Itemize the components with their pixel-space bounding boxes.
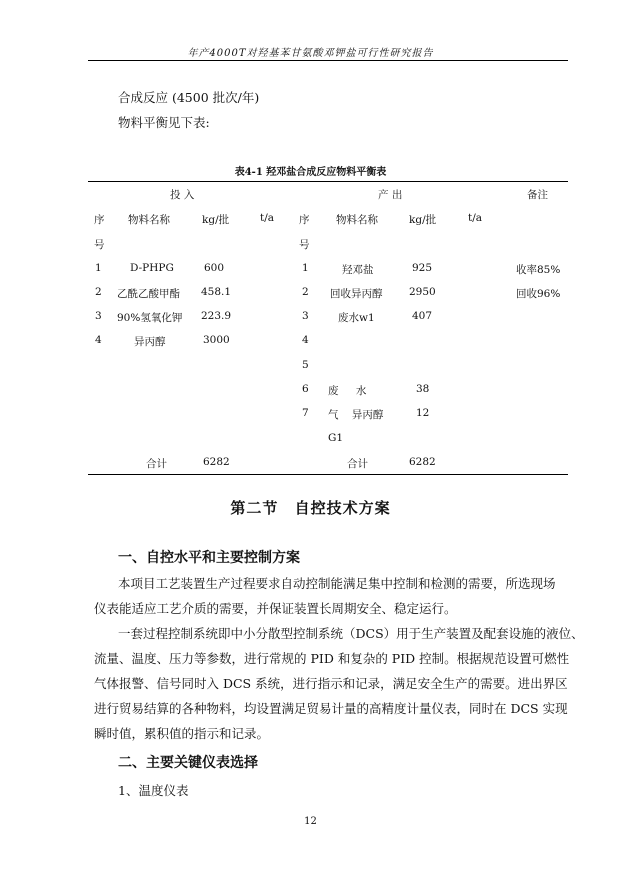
- header-ta: t/a: [260, 212, 275, 224]
- row-remark: 收率85%: [516, 264, 561, 276]
- row-remark: 回收96%: [516, 288, 561, 300]
- row-out-name: 气 异丙醇: [328, 409, 384, 421]
- list-item-temperature: 1、温度仪表: [118, 783, 189, 798]
- row-out-no: 2: [302, 286, 309, 298]
- row-in-kg: 600: [204, 262, 225, 274]
- row-out-name: 回收异丙醇: [330, 288, 383, 300]
- row-out-kg: 407: [412, 310, 433, 322]
- header-name: 物料名称: [128, 214, 170, 226]
- page-number: 12: [304, 816, 317, 827]
- header-seq-2: 号: [94, 239, 105, 251]
- table-bottom-rule: [88, 474, 568, 475]
- header-out-kg: kg/批: [409, 214, 437, 226]
- header-output-group: 产 出: [378, 189, 403, 201]
- paragraph-1-line-1: 本项目工艺装置生产过程要求自动控制能满足集中控制和检测的需要，所选现场: [118, 576, 556, 591]
- row-in-name: 90%氢氧化钾: [117, 312, 183, 324]
- row-in-name: D-PHPG: [130, 262, 174, 274]
- row-in-no: 3: [95, 310, 102, 322]
- row-out-g1-label: G1: [328, 432, 344, 444]
- row-in-kg: 458.1: [201, 286, 232, 298]
- row-out-kg: 38: [416, 383, 430, 395]
- row-in-no: 2: [95, 286, 102, 298]
- subsection-heading-2: 二、主要关键仪表选择: [118, 755, 258, 771]
- header-kg: kg/批: [202, 214, 230, 226]
- table-title: 表4-1 羟邓盐合成反应物料平衡表: [234, 167, 387, 178]
- intro-line-1: 合成反应 (4500 批次/年): [118, 90, 260, 105]
- header-remark: 备注: [527, 189, 548, 201]
- paragraph-2-line-1: 一套过程控制系统即中小分散型控制系统（DCS）用于生产装置及配套设施的液位、: [118, 626, 584, 641]
- row-out-no: 5: [302, 359, 309, 371]
- row-out-name: 废水w1: [338, 312, 375, 324]
- row-out-kg: 925: [412, 262, 433, 274]
- row-in-name: 异丙醇: [134, 336, 166, 348]
- row-out-no: 1: [302, 262, 309, 274]
- paragraph-2-line-2: 流量、温度、压力等参数，进行常规的 PID 和复杂的 PID 控制。根据规范设置可燃性: [94, 651, 570, 666]
- header-input-group: 投 入: [170, 189, 195, 201]
- row-in-kg: 223.9: [201, 310, 232, 322]
- header-out-ta: t/a: [468, 212, 483, 224]
- row-out-kg: 12: [416, 407, 430, 419]
- total-out-label: 合计: [347, 458, 368, 470]
- subsection-heading-1: 一、自控水平和主要控制方案: [118, 550, 300, 566]
- header-out-seq: 序: [299, 214, 310, 226]
- row-out-name: 羟邓盐: [342, 264, 374, 276]
- section-title: 第二节 自控技术方案: [230, 499, 391, 517]
- header-rule: [88, 60, 568, 61]
- intro-line-2: 物料平衡见下表:: [118, 115, 210, 130]
- row-out-no: 4: [302, 334, 309, 346]
- row-out-no: 7: [302, 407, 309, 419]
- paragraph-2-line-4: 进行贸易结算的各种物料，均设置满足贸易计量的高精度计量仪表，同时在 DCS 实现: [94, 701, 568, 716]
- total-out-value: 6282: [409, 456, 436, 468]
- paragraph-2-line-3: 气体报警、信号同时入 DCS 系统，进行指示和记录，满足安全生产的需要。进出界区: [94, 676, 568, 691]
- table-top-rule: [88, 181, 568, 182]
- header-out-seq-2: 号: [299, 239, 310, 251]
- page-header-title: 年产4000T对羟基苯甘氨酸邓钾盐可行性研究报告: [187, 48, 434, 59]
- header-out-name: 物料名称: [336, 214, 378, 226]
- row-out-name: 废 水: [328, 385, 367, 397]
- paragraph-2-line-5: 瞬时值，累积值的指示和记录。: [94, 726, 270, 741]
- row-in-no: 4: [95, 334, 102, 346]
- row-in-no: 1: [95, 262, 102, 274]
- row-out-kg: 2950: [409, 286, 436, 298]
- total-in-label: 合计: [146, 458, 167, 470]
- header-seq: 序: [94, 214, 105, 226]
- paragraph-1-line-2: 仪表能适应工艺介质的需要，并保证装置长周期安全、稳定运行。: [94, 601, 457, 616]
- total-in-value: 6282: [203, 456, 230, 468]
- row-in-kg: 3000: [203, 334, 230, 346]
- row-out-no: 3: [302, 310, 309, 322]
- row-out-no: 6: [302, 383, 309, 395]
- row-in-name: 乙酰乙酸甲酯: [117, 288, 180, 300]
